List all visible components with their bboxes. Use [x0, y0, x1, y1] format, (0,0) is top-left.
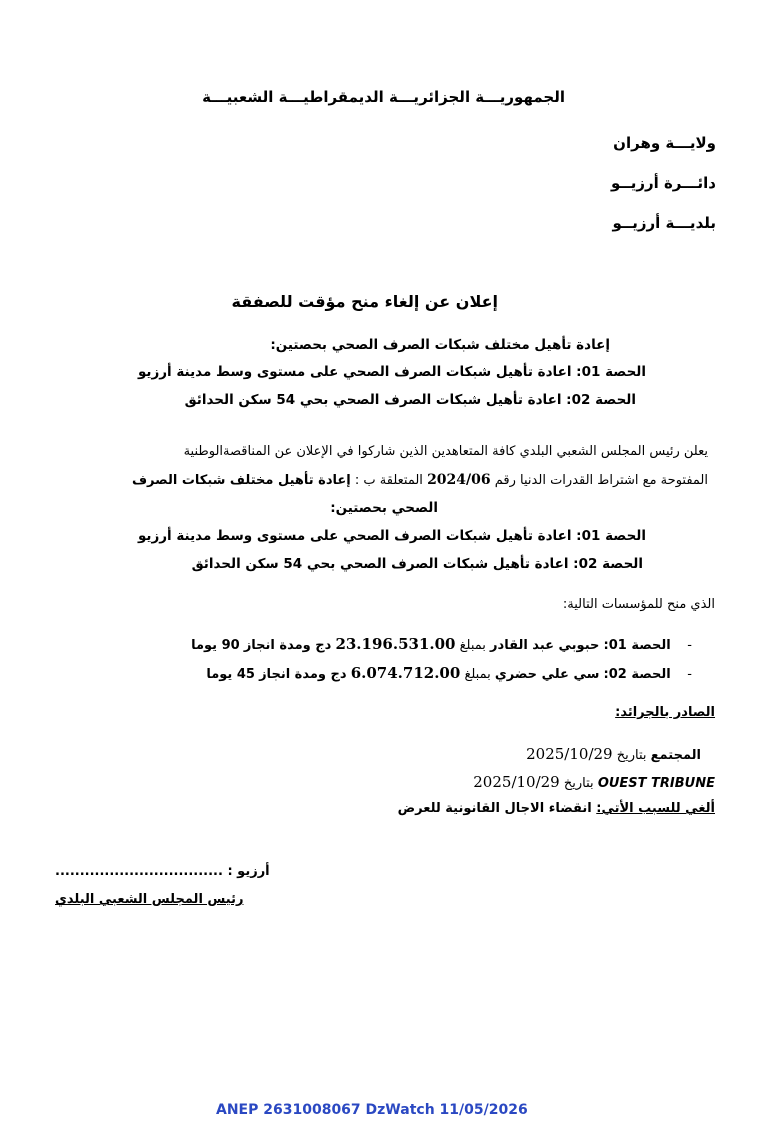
cancel-reason-line	[398, 801, 715, 816]
award-duration: 90 يوما	[191, 638, 240, 653]
lot-label: الحصة 01:	[576, 528, 646, 544]
project-heading: إعادة تأهيل مختلف شبكات الصرف الصحي بحصتين:	[270, 337, 610, 353]
signature-place	[55, 864, 270, 879]
footer-reference: ANEP 2631008067 DzWatch 11/05/2026	[216, 1102, 528, 1118]
cancel-label: ألغي للسبب الأتي:	[596, 801, 715, 816]
baladia-label: بلديـــة أرزيــو	[612, 214, 716, 232]
paper-date-label: بتاريخ	[616, 748, 647, 763]
signature-place-label: أرزيو :	[227, 864, 270, 879]
paper-date-label: بتاريخ	[563, 776, 594, 791]
paper-date: 2025/10/29	[473, 773, 560, 791]
lot-label: الحصة 01:	[576, 364, 646, 380]
award-lot-label: الحصة 01:	[603, 638, 671, 653]
project-lot-1	[138, 364, 646, 380]
award-duration: 45 يوما	[206, 667, 255, 682]
award-row-1	[191, 635, 692, 653]
signature-dots: ..................................	[55, 864, 223, 879]
award-row-2	[206, 664, 692, 682]
lot-label: الحصة 02:	[573, 556, 643, 572]
body-line-2-plain: المفتوحة مع اشتراط القدرات الدنيا رقم	[494, 473, 708, 488]
lot-label: الحصة 02:	[566, 392, 636, 408]
press-heading: الصادر بالجرائد:	[615, 705, 715, 720]
tender-number: 2024/06	[427, 472, 491, 488]
body-line-2-bold: إعادة تأهيل مختلف شبكات الصرف	[131, 473, 351, 488]
lot-text: اعادة تأهيل شبكات الصرف الصحي بحي 54 سكن الحدائق	[184, 392, 562, 408]
body-line-1: يعلن رئيس المجلس الشعبي البلدي كافة المتعاهدين الذين شاركوا في الإعلان عن المناقصةالوطنية	[183, 444, 708, 459]
award-company: سي علي حضري	[494, 667, 600, 682]
body-line-2	[132, 472, 708, 488]
project-lot-2	[185, 392, 636, 408]
award-currency: دج ومدة انجاز	[259, 667, 347, 682]
daira-label: دائـــرة أرزيــو	[611, 174, 716, 192]
lot-text: اعادة تأهيل شبكات الصرف الصحي على مستوى وسط مدينة أرزيو	[137, 528, 572, 544]
lot-text: اعادة تأهيل شبكات الصرف الصحي على مستوى وسط مدينة أرزيو	[137, 364, 572, 380]
paper-date: 2025/10/29	[526, 745, 613, 763]
award-dash: -	[687, 638, 692, 653]
body-line-2-mid: المتعلقة ب :	[354, 473, 423, 488]
award-lot-label: الحصة 02:	[603, 667, 671, 682]
republic-heading: الجمهوريـــة الجزائريـــة الديمقراطيـــة الشعبيـــة	[202, 88, 565, 106]
award-amount: 6.074.712.00	[350, 664, 461, 682]
cancel-reason: انقضاء الاجال القانونية للعرض	[397, 801, 592, 816]
wilaya-label: ولايـــة وهران	[613, 134, 716, 152]
body-line-3: الصحي بحصتين:	[330, 500, 438, 516]
award-amount-pre: بمبلغ	[459, 638, 486, 653]
paper-name: المجتمع	[650, 748, 701, 763]
announcement-title: إعلان عن إلغاء منح مؤقت للصفقة	[231, 292, 498, 311]
award-dash: -	[687, 667, 692, 682]
award-amount: 23.196.531.00	[335, 635, 456, 653]
body-lot-2	[192, 556, 643, 572]
press-paper-1	[526, 745, 701, 763]
award-company: حبوبي عبد القادر	[490, 638, 600, 653]
award-amount-pre: بمبلغ	[464, 667, 491, 682]
lot-text: اعادة تأهيل شبكات الصرف الصحي بحي 54 سكن الحدائق	[191, 556, 569, 572]
press-paper-2	[473, 773, 715, 791]
award-currency: دج ومدة انجاز	[243, 638, 332, 653]
body-lot-1	[138, 528, 646, 544]
signature-role: رئيس المجلس الشعبي البلدي	[55, 892, 244, 907]
paper-name: OUEST TRIBUNE	[597, 776, 715, 791]
awarded-intro: الذي منح للمؤسسات التالية:	[562, 597, 715, 612]
